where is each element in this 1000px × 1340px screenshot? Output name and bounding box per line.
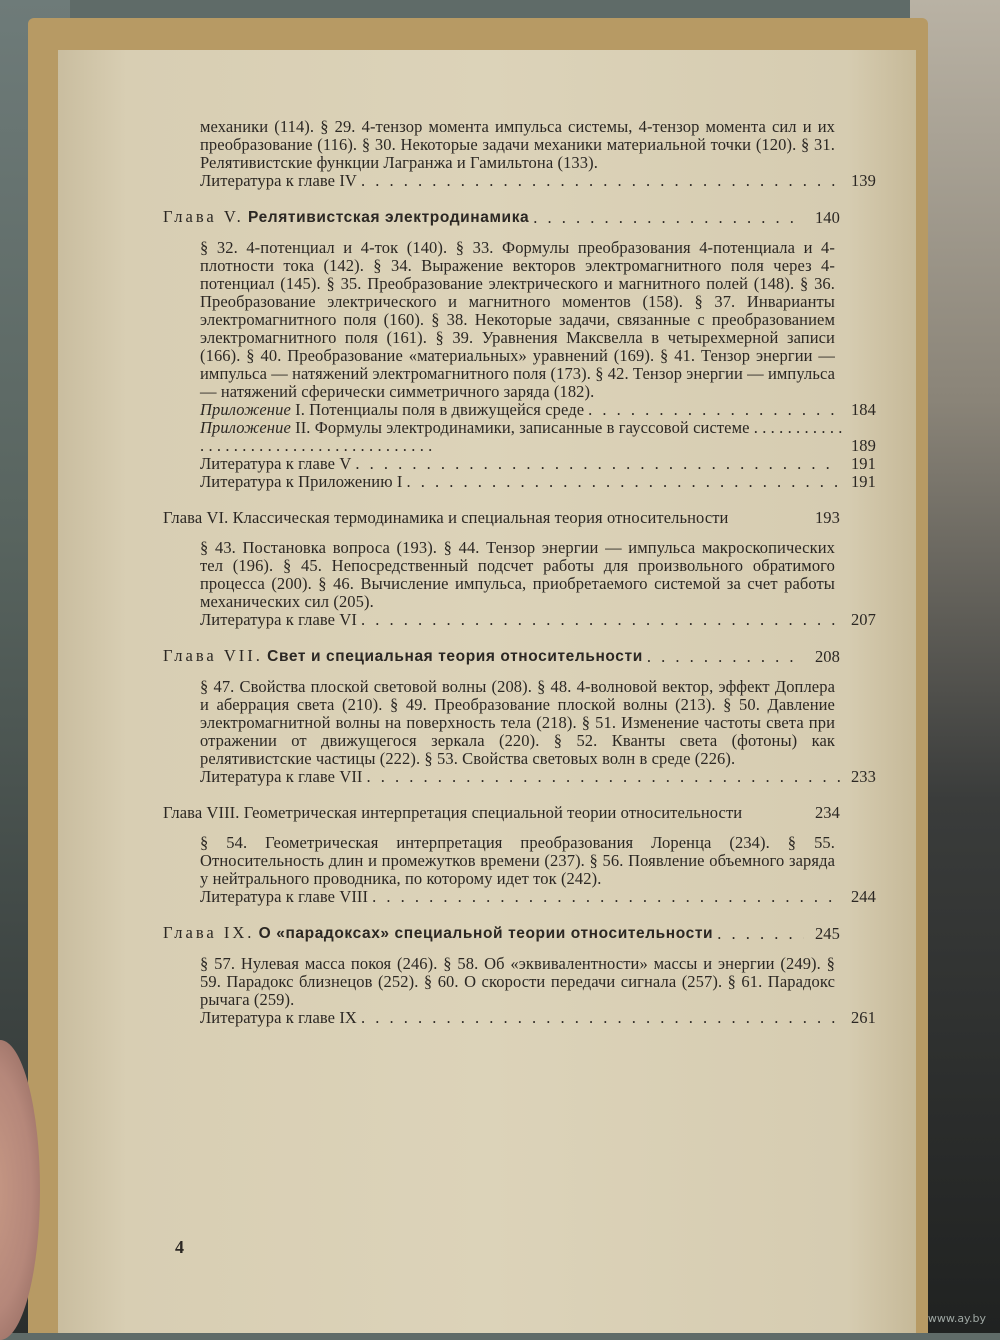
chapter-9-sections: § 57. Нулевая масса покоя (246). § 58. Об «эквивалентности» массы и энергии (249). § 59. Парадокс близнецов (252). § 60. О скорости передачи сигнала (257). § 61. Парадокс рычага (259). bbox=[200, 954, 835, 1009]
chapter-8-heading: Глава VIII. Геометрическая интерпретация специальной теории относительности 234 bbox=[163, 803, 840, 822]
toc-entry-lit-appendix-1: Литература к Приложению I . . . 191 bbox=[200, 473, 840, 491]
chapter-6-sections: § 43. Постановка вопроса (193). § 44. Тензор энергии — импульса макроскопических тел (196). § 45. Непосредственный подсчет работы для произвольного обратимого процесса (200). § 46. Вычисление импульса, приобретаемого системой за счет работы механических сил (205). bbox=[200, 538, 835, 611]
chapter-9-heading: Глава IX. О «парадоксах» специальной теории относительности . . . 245 bbox=[163, 924, 840, 943]
chapter-5-sections: § 32. 4-потенциал и 4-ток (140). § 33. Формулы преобразования 4-потенциала и 4-плотности тока (142). § 34. Выражение векторов электромагнитного поля через 4-потенциал (145). § 35. Преобразование электрического и магнитного полей (148). § 36. Преобразование электрического и магнитного моментов (158). § 37. Инварианты электромагнитного поля (160). § 38. Некоторые задачи, связанные с преобразованием электромагнитного поля (161). § 39. Уравнения Максвелла в четырехмерной записи (166). § 40. Преобразование «материальных» уравнений (169). § 41. Тензор энергии — импульса — натяжений электромагнитного поля (173). § 42. Тензор энергии — импульса — натяжений сферически симметричного заряда (182). bbox=[200, 238, 835, 401]
toc-entry-lit-8: Литература к главе VIII . . . 244 bbox=[200, 888, 840, 906]
chapter-5-heading: Глава V. Релятивистская электродинамика . . . 140 bbox=[163, 208, 840, 227]
toc-entry-lit-6: Литература к главе VI . . . 207 bbox=[200, 611, 840, 629]
chapter-6-heading: Глава VI. Классическая термодинамика и специальная теория относительности 193 bbox=[163, 508, 840, 527]
page-number: 4 bbox=[175, 1237, 184, 1257]
table-of-contents bbox=[163, 117, 876, 1027]
toc-entry-lit-5: Литература к главе V . . . 191 bbox=[200, 455, 840, 473]
chapter-7-sections: § 47. Свойства плоской световой волны (208). § 48. 4-волновой вектор, эффект Доплера и аберрация света (210). § 49. Преобразование плоской волны (213). § 50. Давление электромагнитной волны на поверхность тела (218). § 51. Изменение частоты света при отражении от движущегося зеркала (220). § 52. Кванты света (фотоны) как релятивистские частицы (222). § 53. Свойства световых волн в среде (226). bbox=[200, 677, 835, 768]
toc-entry-appendix-1: Приложение I. Потенциалы поля в движущейся среде . . . 184 bbox=[200, 401, 840, 419]
toc-entry-lit-9: Литература к главе IX . . . 261 bbox=[200, 1009, 840, 1027]
toc-entry-lit-4: Литература к главе IV . . . 139 bbox=[200, 172, 840, 190]
toc-entry-appendix-2: Приложение II. Формулы электродинамики, записанные в гауссовой системе . . . . . . . . . . . . . . . . . . . . . . . . . . . . . . . . . . . . . . . 189 bbox=[200, 418, 876, 455]
toc-entry-lit-7: Литература к главе VII . . . 233 bbox=[200, 768, 840, 786]
chapter-8-sections: § 54. Геометрическая интерпретация преобразования Лоренца (234). § 55. Относительность длин и промежутков времени (237). § 56. Появление объемного заряда у нейтрального проводника, по которому идет ток (242). bbox=[200, 833, 835, 888]
chapter-7-heading: Глава VII. Свет и специальная теория относительности . . . 208 bbox=[163, 647, 840, 666]
top-sections: механики (114). § 29. 4-тензор момента импульса системы, 4-тензор момента сил и их преобразование (116). § 30. Некоторые задачи механики материальной точки (120). § 31. Релятивистские функции Лагранжа и Гамильтона (133). bbox=[200, 117, 835, 172]
watermark: www.ay.by bbox=[927, 1312, 986, 1325]
